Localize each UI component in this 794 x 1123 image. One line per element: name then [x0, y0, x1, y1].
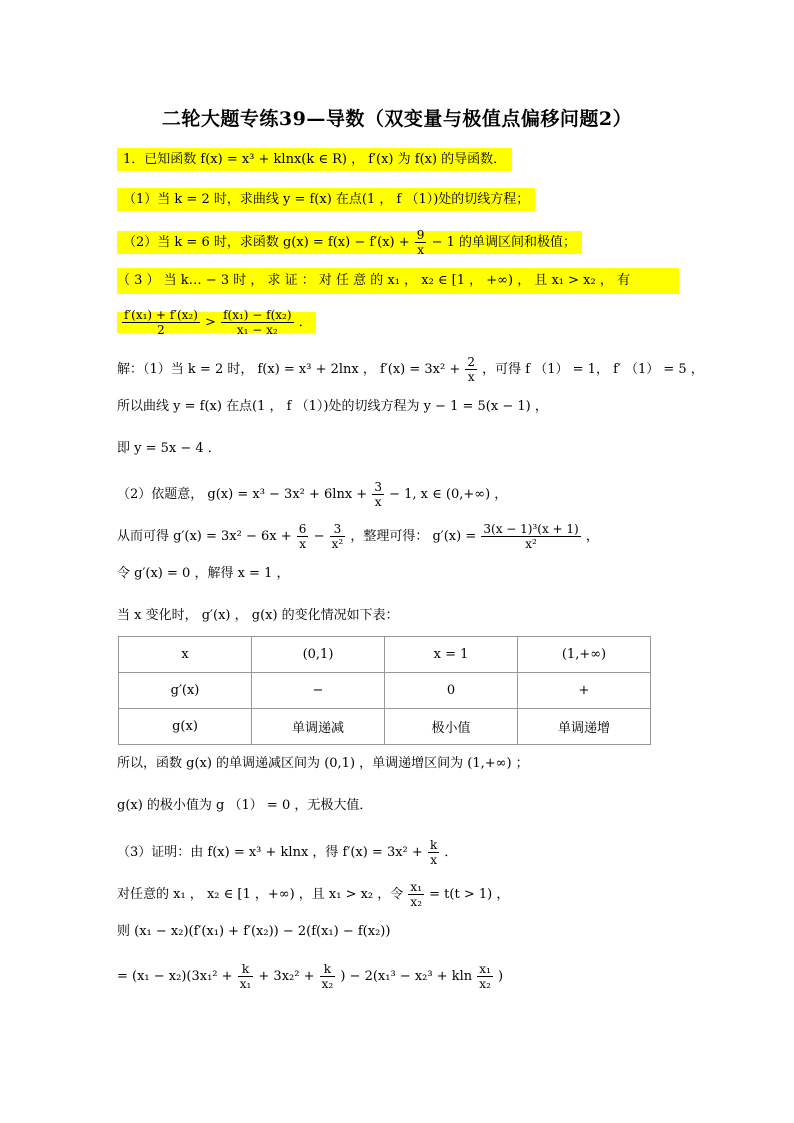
- solution-line-4: （2）依题意， g(x) = x³ − 3x² + 6lnx + $\frac{3}{x}$ − 1, x ∈ (0,+∞) ，: [117, 480, 508, 509]
- table-cell: g(x): [119, 709, 252, 745]
- fraction: $\frac{3}{x}$: [374, 480, 382, 509]
- page-title: 二轮大题专练39—导数（双变量与极值点偏移问题2）: [161, 108, 633, 130]
- fraction: $\frac{k}{\text{x₂}}$: [321, 962, 334, 991]
- problem-intro: 1．已知函数 f(x) = x³ + klnx(k ∈ R) ， f′(x) 为 f(x) 的导函数．: [117, 150, 512, 170]
- table-cell: 极小值: [385, 709, 518, 745]
- fraction: $\frac{\text{3(x − 1)³(x + 1)}}{\text{x²}}$: [483, 522, 579, 551]
- fraction: $\frac{\text{x₁}}{\text{x₂}}$: [479, 962, 491, 991]
- solution-line-10: （3）证明：由 f(x) = x³ + klnx ，得 f′(x) = 3x² + $\frac{k}{x}$ ．: [117, 838, 458, 867]
- solution-line-8: 所以，函数 g(x) 的单调递减区间为 (0,1) ，单调递增区间为 (1,+∞) ；: [117, 756, 529, 771]
- fraction: $\frac{2}{x}$: [467, 355, 476, 384]
- fraction: $\frac{\text{f(x₁) − f(x₂)}}{\text{x₁ − x₂}}$: [223, 308, 292, 337]
- table-row: [119, 637, 651, 673]
- solution-line-5: 从而可得 g′(x) = 3x² − 6x + $\frac{6}{x}$ − $\frac{3}{\text{x²}}$ ，整理可得： g′(x) = $\frac{\text{3(x − 1)³(x + 1)}}{\text{x²}}$ ，: [117, 522, 599, 551]
- table-cell: 单调递增: [518, 709, 651, 745]
- solution-line-11: 对任意的 x₁ ， x₂ ∈ [1 ，+∞) ，且 x₁ > x₂ ，令 $\frac{\text{x₁}}{\text{x₂}}$ = t(t > 1) ，: [117, 880, 510, 909]
- table-cell: 单调递减: [252, 709, 385, 745]
- table-cell: (0,1): [252, 637, 385, 673]
- fraction: $\frac{3}{\text{x²}}$: [331, 522, 344, 551]
- table-cell: +: [518, 673, 651, 709]
- table-cell: g′(x): [119, 673, 252, 709]
- solution-line-9: g(x) 的极小值为 g （1） = 0 ，无极大值．: [117, 798, 373, 813]
- problem-part3-inequality: $\frac{\text{f′(x₁) + f′(x₂)}}{2}$ > $\frac{\text{f(x₁) − f(x₂)}}{\text{x₁ − x₂}}$ ．: [117, 308, 316, 337]
- problem-part2: （2）当 k = 6 时，求函数 g(x) = f(x) − f′(x) + $\frac{9}{x}$ − 1 的单调区间和极值；: [117, 228, 582, 257]
- solution-line-12: 则 (x₁ − x₂)(f′(x₁) + f′(x₂)) − 2(f(x₁) − f(x₂)): [117, 924, 391, 939]
- table-cell: 0: [385, 673, 518, 709]
- fraction: $\frac{\text{f′(x₁) + f′(x₂)}}{2}$: [124, 308, 198, 337]
- table-cell: −: [252, 673, 385, 709]
- fraction: $\frac{k}{x}$: [429, 838, 438, 867]
- variation-table: [118, 636, 651, 745]
- solution-line-6: 令 g′(x) = 0 ，解得 x = 1 ，: [117, 566, 290, 581]
- fraction: $\frac{6}{x}$: [298, 522, 307, 551]
- solution-line-3: 即 y = 5x − 4 ．: [117, 441, 221, 456]
- table-cell: (1,+∞): [518, 637, 651, 673]
- table-row: [119, 673, 651, 709]
- fraction: $\frac{\text{x₁}}{\text{x₂}}$: [410, 880, 422, 909]
- solution-line-7: 当 x 变化时， g′(x) ， g(x) 的变化情况如下表：: [117, 608, 399, 623]
- fraction: $\frac{9}{x}$: [416, 228, 425, 257]
- fraction: $\frac{k}{\text{x₁}}$: [239, 962, 252, 991]
- table-row: [119, 709, 651, 745]
- solution-line-2: 所以曲线 y = f(x) 在点(1 ， f （1）)处的切线方程为 y − 1 = 5(x − 1) ，: [117, 399, 548, 414]
- problem-part1: （1）当 k = 2 时，求曲线 y = f(x) 在点(1 ， f （1）)处的切线方程；: [117, 190, 535, 210]
- solution-line-13: = (x₁ − x₂)(3x₁² + $\frac{k}{\text{x₁}}$ + 3x₂² + $\frac{k}{\text{x₂}}$ ) − 2(x₁³ − x₂³ + kln $\frac{\text{x₁}}{\text{x₂}}$ ): [117, 962, 504, 991]
- table-cell: x: [119, 637, 252, 673]
- table-cell: x = 1: [385, 637, 518, 673]
- problem-part3: （ 3 ） 当 k… − 3 时 ， 求 证 ： 对 任 意 的 x₁ ， x₂ ∈ [1 ， +∞) ， 且 x₁ > x₂ ， 有: [117, 273, 630, 288]
- solution-line-1: 解：（1）当 k = 2 时， f(x) = x³ + 2lnx ， f′(x) = 3x² + $\frac{2}{x}$ ，可得 f （1） = 1， f′ （1） = 5 ，: [117, 355, 704, 384]
